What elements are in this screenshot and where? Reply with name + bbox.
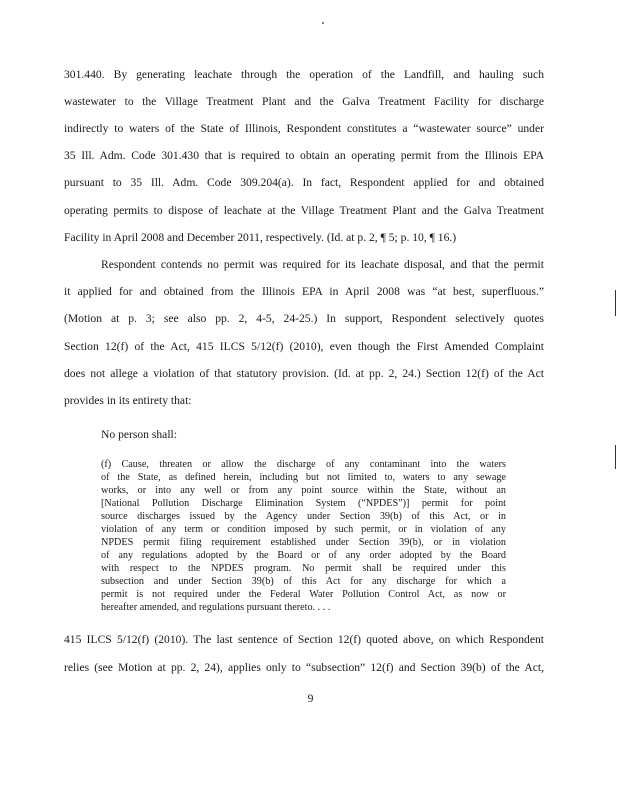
body-line: 35 Ill. Adm. Code 301.430 that is required to obtain an operating permit from the Illinois EPA	[64, 149, 544, 162]
body-line: 301.440. By generating leachate through the operation of the Landfill, and hauling such	[64, 68, 544, 81]
body-line: provides in its entirety that:	[64, 394, 192, 407]
body-line: Respondent contends no permit was required for its leachate disposal, and that the permit	[101, 258, 544, 271]
quote-line: source discharges issued by the Agency under Section 39(b) of this Act, or in	[101, 511, 506, 522]
body-line: does not allege a violation of that statutory provision. (Id. at pp. 2, 24.) Section 12(f) of the Act	[64, 367, 544, 380]
scan-mark	[615, 445, 616, 469]
quote-line: with respect to the NPDES program. No permit shall be required under this	[101, 563, 506, 574]
body-line: Section 12(f) of the Act, 415 ILCS 5/12(f) (2010), even though the First Amended Complaint	[64, 340, 544, 353]
quote-line: (f) Cause, threaten or allow the discharge of any contaminant into the waters	[101, 459, 506, 470]
quote-line: [National Pollution Discharge Elimination System (“NPDES”)] permit for point	[101, 498, 506, 509]
body-line: (Motion at p. 3; see also pp. 2, 4-5, 24-25.) In support, Respondent selectively quotes	[64, 312, 544, 325]
quote-line: works, or into any well or from any point source within the State, without an	[101, 485, 506, 496]
quote-line: subsection and under Section 39(b) of this Act for any discharge for which a	[101, 576, 506, 587]
body-line: pursuant to 35 Ill. Adm. Code 309.204(a). In fact, Respondent applied for and obtained	[64, 176, 544, 189]
quote-lead: No person shall:	[101, 428, 177, 441]
quote-line: of any regulations adopted by the Board or of any order adopted by the Board	[101, 550, 506, 561]
body-line: relies (see Motion at pp. 2, 24), applies only to “subsection” 12(f) and Section 39(b) of the Act,	[64, 661, 544, 674]
scan-speck	[322, 22, 324, 24]
quote-line: NPDES permit filing requirement established under Section 39(b), or in violation	[101, 537, 506, 548]
quote-line: permit is not required under the Federal Water Pollution Control Act, as now or	[101, 589, 506, 600]
page-number: 9	[307, 692, 314, 705]
body-line: operating permits to dispose of leachate at the Village Treatment Plant and the Galva Treatment	[64, 204, 544, 217]
body-line: Facility in April 2008 and December 2011, respectively. (Id. at p. 2, ¶ 5; p. 10, ¶ 16.)	[64, 231, 457, 244]
quote-line: hereafter amended, and regulations pursuant thereto. . . .	[101, 602, 331, 613]
body-line: indirectly to waters of the State of Illinois, Respondent constitutes a “wastewater source” under	[64, 122, 544, 135]
body-line: 415 ILCS 5/12(f) (2010). The last sentence of Section 12(f) quoted above, on which Respondent	[64, 633, 544, 646]
quote-line: of the State, as defined herein, including but not limited to, waters to any sewage	[101, 472, 506, 483]
quote-line: violation of any term or condition imposed by such permit, or in violation of any	[101, 524, 506, 535]
scan-mark	[615, 290, 616, 316]
body-line: it applied for and obtained from the Illinois EPA in April 2008 was “at best, superfluous.”	[64, 285, 544, 298]
body-line: wastewater to the Village Treatment Plant and the Galva Treatment Facility for discharge	[64, 95, 544, 108]
